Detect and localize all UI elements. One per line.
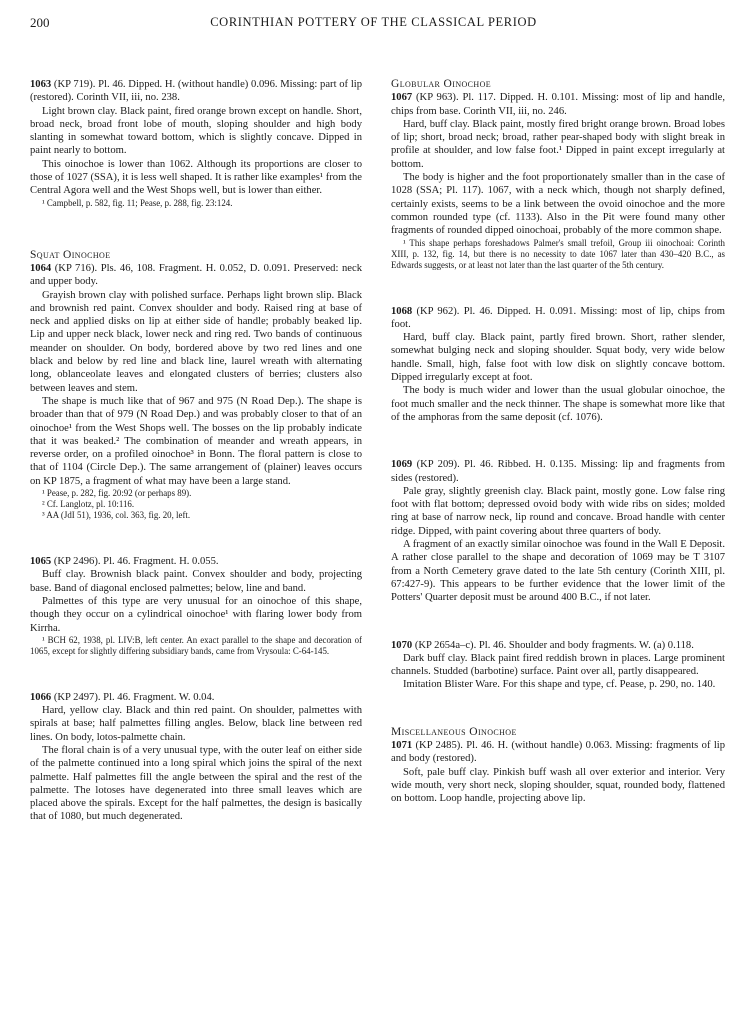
entry-1069-discussion: A fragment of an exactly similar oinochoe was found in the Wall E Deposit. A rather close parallel to the shape and decoration of 1069 may be T 3107 from a North Cemetery grave dated to the late 5th century (Corinth XIII, pl. 67:427-9). This appears to be further evidence that the lower limit of the Potters' Quarter deposit must be around 400 B.C., if not later. bbox=[391, 539, 725, 604]
page-number: 200 bbox=[30, 15, 50, 30]
entry-1065-heading: 1065 (KP 2496). Pl. 46. Fragment. H. 0.055. bbox=[30, 556, 219, 568]
entry-1063-discussion: This oinochoe is lower than 1062. Although its proportions are closer to those of 1027 (SSA), it is less well shaped. It is rather like examples¹ from the Central Agora well and the West Shops well, but is lower than either. bbox=[30, 158, 362, 197]
entry-1063-description: Light brown clay. Black paint, fired orange brown except on handle. Short, broad neck, broad front lobe of mouth, sloping shoulder and high body slanting in somewhat toward bottom, which is slightly concave. Dipped in paint nearly to bottom. bbox=[30, 105, 362, 157]
section-heading-squat: Squat Oinochoe bbox=[30, 248, 111, 261]
entry-1070-discussion: Imitation Blister Ware. For this shape and type, cf. Pease, p. 290, no. 140. bbox=[403, 679, 716, 691]
section-heading-miscellaneous: Miscellaneous Oinochoe bbox=[391, 725, 517, 738]
page-header bbox=[30, 15, 717, 33]
section-heading-globular: Globular Oinochoe bbox=[391, 78, 492, 90]
entry-1071-heading: 1071 (KP 2485). Pl. 46. H. (without handle) 0.063. Missing: fragments of lip and body (restored). bbox=[391, 739, 725, 765]
entry-1068-discussion: The body is much wider and lower than the usual globular oinochoe, the foot much smaller and the neck thinner. The shape is somewhat more like that of the amphoras from the same deposit (cf. 1076). bbox=[391, 385, 725, 423]
entry-1065-discussion: Palmettes of this type are very unusual for an oinochoe of this shape, though they occur on a cylindrical oinochoe¹ with flaring lower body from Kirrha. bbox=[30, 595, 362, 634]
left-column bbox=[30, 78, 362, 824]
footnote: ¹ Campbell, p. 582, fig. 11; Pease, p. 288, fig. 23:124. bbox=[42, 197, 233, 208]
footnote: ³ AA (JdI 51), 1936, col. 363, fig. 20, left. bbox=[42, 510, 191, 521]
footnote: ¹ This shape perhaps foreshadows Palmer's small trefoil, Group iii oinochoai: Corinth XIII, p. 132, fig. 14, but there is no necessity to date 1067 later than 430–420 B.C., as Edwards suggests, or at least not later than the last quarter of the 5th century. bbox=[391, 237, 725, 270]
entry-1065-description: Buff clay. Brownish black paint. Convex shoulder and body, projecting base. Band of diagonal enclosed palmettes; below, line and band. bbox=[30, 569, 362, 594]
running-title: CORINTHIAN POTTERY OF THE CLASSICAL PERIOD bbox=[210, 15, 537, 29]
entry-1066-heading: 1066 (KP 2497). Pl. 46. Fragment. W. 0.04. bbox=[30, 691, 215, 703]
entry-1066-description: Hard, yellow clay. Black and thin red paint. On shoulder, palmettes with spirals at base; half palmettes filling angles. Below, black line between red lines. On body, lotos-palmette chain. bbox=[30, 705, 362, 743]
right-column bbox=[391, 78, 725, 805]
entry-1067-description: Hard, buff clay. Black paint, mostly fired bright orange brown. Broad lobes of lip; short, broad neck; broad, rather pear-shaped body with slight break in profile at shoulder, and low false foot.¹ Dipped in paint except irregularly at bottom. bbox=[391, 118, 725, 170]
entry-1069-heading: 1069 (KP 209). Pl. 46. Ribbed. H. 0.135. Missing: lip and fragments from sides (restored). bbox=[391, 459, 725, 484]
entry-1070-heading: 1070 (KP 2654a–c). Pl. 46. Shoulder and body fragments. W. (a) 0.118. bbox=[391, 639, 694, 651]
entry-1064-heading: 1064 (KP 716). Pls. 46, 108. Fragment. H. 0.052, D. 0.091. Preserved: neck and upper body. bbox=[30, 262, 362, 288]
footnote: ² Cf. Langlotz, pl. 10:116. bbox=[42, 499, 135, 510]
entry-1063-heading: 1063 (KP 719). Pl. 46. Dipped. H. (without handle) 0.096. Missing: part of lip (restored). Corinth VII, iii, no. 238. bbox=[30, 79, 362, 104]
entry-1067-discussion: The body is higher and the foot proportionately smaller than in the case of 1028 (SSA; Pl. 117). 1067, with a neck which, though not sharply defined, certainly exists, seems to be a link between the ovoid oinochoe and the more common rounded type (cf. 1133). Also in the Pit were found many other fragments of rounded dipped oinochoai, probably of the more common shape. bbox=[391, 172, 725, 237]
entry-1067-heading: 1067 (KP 963). Pl. 117. Dipped. H. 0.101. Missing: most of lip and handle, chips from base. Corinth VII, iii, no. 246. bbox=[391, 92, 725, 117]
entry-1066-discussion: The floral chain is of a very unusual type, with the outer leaf on either side of the palmette continued into a long spiral which joins the spiral of the next palmette. Half palmettes fill the angle between the spiral and the rest of the palmette. The lotoses have degenerated into three small leaves which are placed above the spirals. Except for the half palmettes, the design is basically that of 1080, but much degenerated. bbox=[30, 744, 362, 823]
entry-1071-description: Soft, pale buff clay. Pinkish buff wash all over exterior and interior. Very wide mouth, very short neck, sloping shoulder, squat, rounded body, flattened on bottom. Loop handle, projecting above lip. bbox=[391, 766, 725, 805]
entry-1068-description: Hard, buff clay. Black paint, partly fired brown. Short, rather slender, somewhat bulging neck and sloping shoulder. Squat body, very wide below handle. Small, high, false foot with low disk on slightly concave bottom. Dipped irregularly except at foot. bbox=[391, 332, 725, 384]
entry-1068-heading: 1068 (KP 962). Pl. 46. Dipped. H. 0.091. Missing: most of lip, chips from foot. bbox=[391, 305, 725, 330]
entry-1069-description: Pale gray, slightly greenish clay. Black paint, mostly gone. Low false ring foot with flat bottom; depressed ovoid body with wide ribs on sides; molded ring at base of narrow neck, lip round and concave. Broad handle with center ridge. Dipped, with paint covering about three quarters of body. bbox=[391, 485, 725, 537]
entry-1064-discussion: The shape is much like that of 967 and 975 (N Road Dep.). The shape is broader than that of 979 (N Road Dep.) and was probably closer to that of an oinochoe¹ from the West Shops well. The bosses on the lip probably indicate that it was beaked.² The combination of meander and wreath appears, in reverse order, on a profiled oinochoe³ in Bonn. The floral pattern is close to that of 1104 (Circle Dep.). The same arrangement of (plainer) leaves occurs on KP 1875, a fragment of what may have been a large stand. bbox=[30, 395, 362, 487]
entry-1064-description: Grayish brown clay with polished surface. Perhaps light brown slip. Black and brownish red paint. Convex shoulder and body. Raised ring at base of neck and applied disks on lip at either side of handle; probably beaked lip. Lip and upper neck black, lower neck and ring red. Two bands of continuous meander on shoulder. On body, bordered above by two red lines and one black and below by red line and black line, laurel wreath with alternating long, oblanceolate leaves and elongated clusters of berries; clusters also between leaves and stem. bbox=[30, 289, 362, 394]
footnote: ¹ BCH 62, 1938, pl. LIV:B, left center. An exact parallel to the shape and decoration of 1065, except for slightly differing subsidiary bands, came from Vrysoula: C-64-145. bbox=[30, 634, 362, 656]
entry-1070-description: Dark buff clay. Black paint fired reddish brown in places. Large prominent channels. Studded (barbotine) surface. Paint over all, partly disappeared. bbox=[391, 652, 725, 678]
footnote: ¹ Pease, p. 282, fig. 20:92 (or perhaps 89). bbox=[42, 488, 192, 499]
